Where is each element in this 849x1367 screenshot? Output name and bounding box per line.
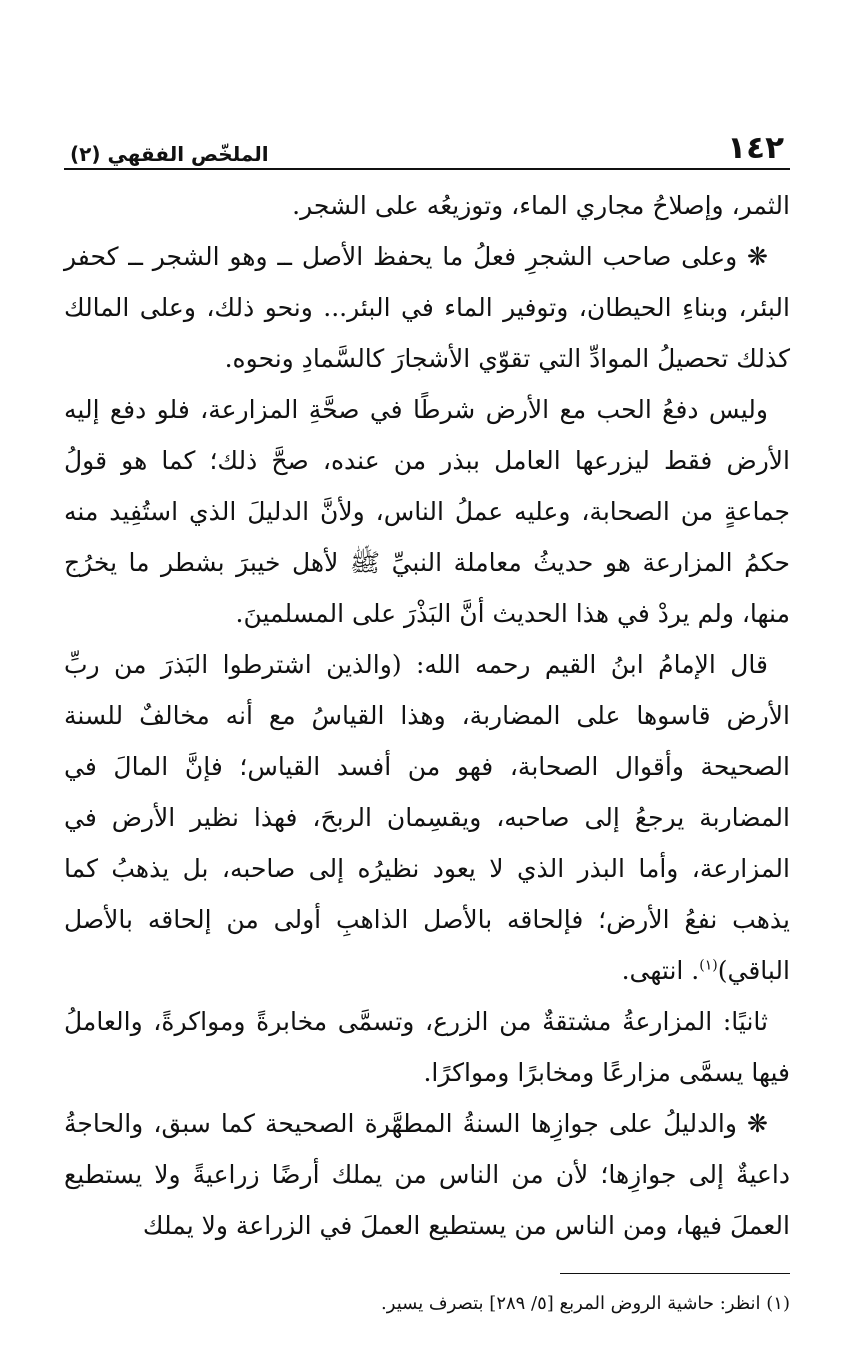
quote-end: . انتهى. bbox=[621, 956, 700, 985]
footnote-reference[interactable]: (١) bbox=[699, 957, 718, 974]
running-header bbox=[64, 120, 790, 170]
paragraph-2: ❋ وعلى صاحب الشجرِ فعلُ ما يحفظ الأصل ــ وهو الشجر ــ كحفر البئر، وبناءِ الحيطان، وتوفير الماء في البئر... ونحو ذلك، وعلى المالك كذلك تحصيلُ الموادِّ التي تقوّي الأشجارَ كالسَّمادِ ونحوه. bbox=[64, 242, 790, 373]
paragraph-4-quote bbox=[64, 639, 790, 996]
book-page bbox=[64, 120, 790, 1336]
paragraph-6: ❋ والدليلُ على جوازِها السنةُ المطهَّرة الصحيحة كما سبق، والحاجةُ داعيةٌ إلى جوازِها؛ لأن من الناس من يملك أرضًا زراعيةً ولا يستطيع العملَ فيها، ومن الناس من يستطيع العملَ في الزراعة ولا يملك bbox=[64, 1109, 790, 1240]
book-title: الملخّص الفقهي (٢) bbox=[70, 142, 269, 166]
paragraph-5: ثانيًا: المزارعةُ مشتقةٌ من الزرع، وتسمَّى مخابرةً ومواكرةً، والعاملُ فيها يسمَّى مزارعًا ومخابرًا ومواكرًا. bbox=[64, 1007, 790, 1087]
footnote: (١) انظر: حاشية الروض المربع [٥/ ٢٨٩] بتصرف يسير. bbox=[381, 1293, 790, 1314]
page-number: ١٤٢ bbox=[727, 130, 784, 166]
paragraph-1: الثمر، وإصلاحُ مجاري الماء، وتوزيعُه على الشجر. bbox=[292, 191, 790, 220]
body-text bbox=[64, 180, 790, 1251]
paragraph-3: وليس دفعُ الحب مع الأرض شرطًا في صحَّةِ المزارعة، فلو دفع إليه الأرض فقط ليزرعها العامل ببذر من عنده، صحَّ ذلك؛ كما هو قولُ جماعةٍ من الصحابة، وعليه عملُ الناس، ولأنَّ الدليلَ الذي استُفِيد منه حكمُ المزارعة هو حديثُ معاملة النبيِّ ﷺ لأهل خيبرَ بشطر ما يخرُج منها، ولم يردْ في هذا الحديث أنَّ البَذْرَ على المسلمينَ. bbox=[64, 395, 790, 628]
footnote-divider bbox=[560, 1273, 790, 1274]
quote-text: قال الإمامُ ابنُ القيم رحمه الله: (والذين اشترطوا البَذرَ من ربِّ الأرض قاسوها على المضاربة، وهذا القياسُ مع أنه مخالفٌ للسنة الصحيحة وأقوال الصحابة، فهو من أفسد القياس؛ فإنَّ المالَ في المضاربة يرجعُ إلى صاحبه، ويقسِمان الربحَ، فهذا نظير الأرض في المزارعة، وأما البذر الذي لا يعود نظيرُه إلى صاحبه، بل يذهبُ كما يذهب نفعُ الأرض؛ فإلحاقه بالأصل الذاهبِ أولى من إلحاقه بالأصل الباقي) bbox=[64, 650, 790, 985]
